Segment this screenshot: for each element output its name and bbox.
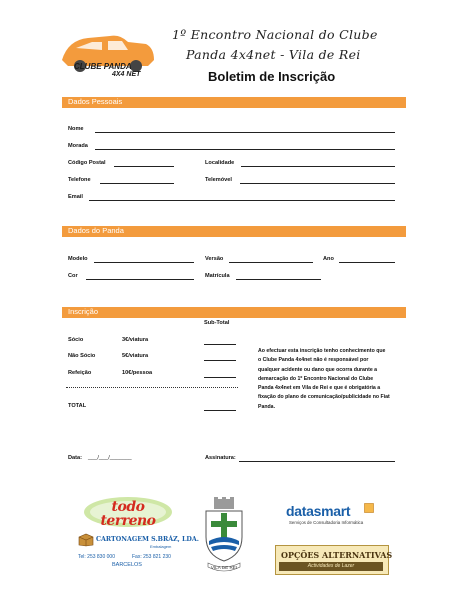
vila-de-rei-text: VILA DE REI [210,565,238,570]
sponsor-vila-de-rei-crest [200,497,248,577]
label-telemovel: Telemóvel [205,177,232,183]
datasmart-square-icon [364,503,374,513]
title-line-2: Panda 4x4net - Vila de Rei [186,47,361,62]
field-modelo[interactable] [94,262,194,263]
opcoes-sub: Actividades de Lazer [279,562,383,571]
row-refeicao-price: 10€/pessoa [122,370,153,376]
section-header-panda: Dados do Panda [62,226,406,236]
sponsor-cartonagem [78,533,199,573]
field-matricula[interactable] [236,279,321,280]
row-nao-socio-price: 5€/viatura [122,353,149,359]
field-versao[interactable] [229,262,313,263]
field-telefone[interactable] [100,183,174,184]
field-subtotal-nao-socio[interactable] [204,360,236,361]
label-cor: Cor [68,273,78,279]
label-email: Email [68,194,83,200]
field-localidade[interactable] [241,166,395,167]
dotted-separator [66,387,238,388]
cartonagem-tel: Tel: 253 830 000 [78,554,115,560]
page-title: Boletim de Inscrição [208,69,336,84]
club-logo [58,26,158,82]
label-matricula: Matrícula [205,273,230,279]
label-ano: Ano [323,256,334,262]
label-modelo: Modelo [68,256,88,262]
title-line-1: 1º Encontro Nacional do Clube [172,27,378,42]
cartonagem-fax: Fax: 253 821 230 [132,554,171,560]
terms-note: Ao efectuar esta inscrição tenho conhecimento que o Clube Panda 4x4net não é responsável por qualquer acidente ou dano que ocorra durante a demarcação do 1º Encontro Nacional do Clube Panda 4x4net em Vila de Rei e que é obrigatória a fixação do plano de comunicação/publicidade no Fiat Panda. [258,348,390,410]
label-versao: Versão [205,256,224,262]
box-icon [78,533,94,547]
label-localidade: Localidade [205,160,235,166]
subtotal-header: Sub-Total [204,320,230,326]
field-subtotal-socio[interactable] [204,344,236,345]
datasmart-text: datasmart [286,503,351,519]
cartonagem-name: CARTONAGEM S.BRÁZ, LDA. [96,536,199,543]
row-socio-price: 3€/viatura [122,337,149,343]
label-morada: Morada [68,143,88,149]
opcoes-text: OPÇÕES ALTERNATIVAS [281,550,393,560]
cartonagem-city: BARCELOS [112,562,142,568]
row-nao-socio-label: Não Sócio [68,353,96,359]
field-subtotal-refeicao[interactable] [204,377,236,378]
field-ano[interactable] [339,262,395,263]
date-label: Data: [68,455,82,461]
total-label: TOTAL [68,403,87,409]
cartonagem-sub: Embalagem [150,544,172,549]
signature-label: Assinatura: [205,455,236,461]
sponsor-todo-terreno-logo [82,494,174,530]
row-socio-label: Sócio [68,337,84,343]
section-header-inscricao: Inscrição [62,307,406,317]
field-email[interactable] [89,200,395,201]
car-silhouette-icon [58,26,158,82]
section-header-pessoais: Dados Pessoais [62,97,406,107]
field-codigo-postal[interactable] [114,166,174,167]
field-cor[interactable] [86,279,194,280]
logo-text-2: 4X4 NET [112,71,141,78]
logo-text-1: CLUBE PANDA [74,62,132,71]
date-field[interactable]: ___/___/_______ [88,455,132,461]
label-telefone: Telefone [68,177,91,183]
label-nome: Nome [68,126,84,132]
field-telemovel[interactable] [240,183,395,184]
field-assinatura[interactable] [239,461,395,462]
sponsor-datasmart [286,503,390,527]
sponsor-opcoes-alternativas [275,545,393,573]
datasmart-sub: Serviços de Consultadoria Informática [289,520,364,525]
label-codigo-postal: Código Postal [68,160,106,166]
field-nome[interactable] [95,132,395,133]
todo-terreno-text: todo terreno [100,499,156,529]
row-refeicao-label: Refeição [68,370,92,376]
field-morada[interactable] [95,149,395,150]
field-total[interactable] [204,410,236,411]
